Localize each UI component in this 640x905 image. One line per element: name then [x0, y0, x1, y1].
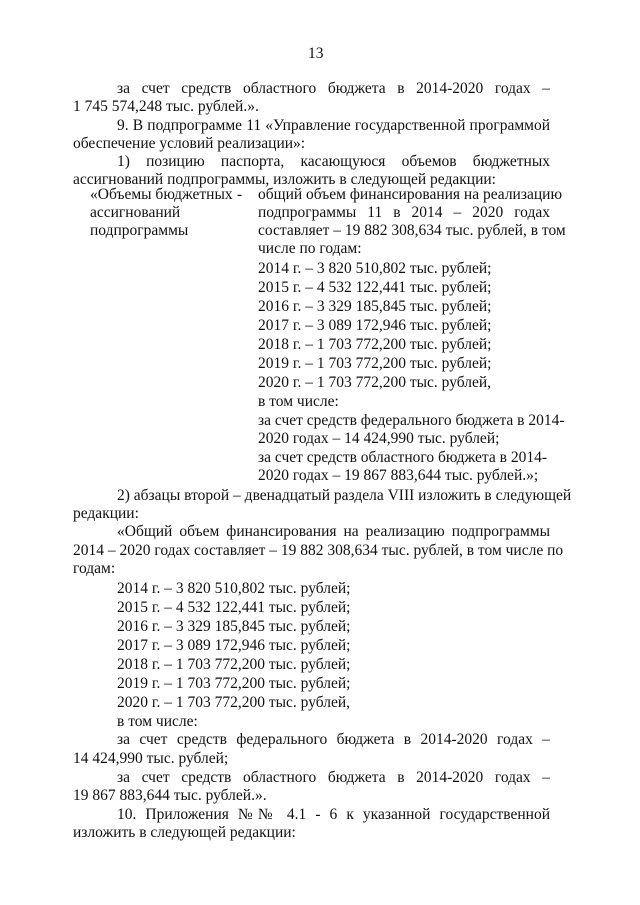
table-value-line: 2016 г. – 3 329 185,845 тыс. рублей;: [258, 298, 492, 315]
text-line: 1 745 574,248 тыс. рублей.».: [73, 98, 259, 115]
text-line: 2014 – 2020 годах составляет – 19 882 308,634 тыс. рублей, в том числе по: [73, 542, 564, 559]
table-value-line: 2014 г. – 3 820 510,802 тыс. рублей;: [258, 260, 492, 277]
text-line: «Общий объем финансирования на реализацию подпрограммы: [117, 523, 550, 540]
table-value-line: за счет средств областного бюджета в 2014-: [258, 449, 547, 466]
table-label: подпрограммы: [90, 222, 189, 239]
text-line: за счет средств областного бюджета в 2014-2020 годах –: [117, 80, 550, 97]
year-line: 2019 г. – 1 703 772,200 тыс. рублей;: [117, 675, 351, 692]
text-line: обеспечение условий реализации»:: [73, 135, 306, 152]
table-value-line: составляет – 19 882 308,634 тыс. рублей, в том: [258, 222, 566, 239]
text-line: 14 424,990 тыс. рублей;: [73, 750, 229, 767]
year-line: в том числе:: [117, 713, 198, 730]
table-label: «Объемы бюджетных: [90, 186, 233, 203]
table-value-line: 2015 г. – 4 532 122,441 тыс. рублей;: [258, 279, 492, 296]
text-line: 19 867 883,644 тыс. рублей.».: [73, 787, 267, 804]
table-label: ассигнований: [90, 204, 181, 221]
table-value-line: 2018 г. – 1 703 772,200 тыс. рублей;: [258, 336, 492, 353]
text-line: изложить в следующей редакции:: [73, 824, 296, 841]
table-dash: -: [237, 186, 243, 203]
text-line: 10. Приложения №№ 4.1 - 6 к указанной государственной: [117, 806, 550, 823]
table-value-line: 2019 г. – 1 703 772,200 тыс. рублей;: [258, 355, 492, 372]
table-value-line: общий объем финансирования на реализацию: [258, 186, 563, 203]
text-line: 2) абзацы второй – двенадцатый раздела VIII изложить в следующей: [117, 487, 572, 504]
text-line: 1) позицию паспорта, касающуюся объемов бюджетных: [117, 153, 550, 170]
text-line: 9. В подпрограмме 11 «Управление государственной программой: [117, 117, 550, 134]
text-line: годам:: [73, 560, 116, 577]
year-line: 2015 г. – 4 532 122,441 тыс. рублей;: [117, 599, 351, 616]
page-number: 13: [308, 45, 324, 62]
table-value-line: числе по годам:: [258, 240, 362, 257]
year-line: 2017 г. – 3 089 172,946 тыс. рублей;: [117, 637, 351, 654]
table-value-line: подпрограммы 11 в 2014 – 2020 годах: [258, 204, 550, 221]
table-value-line: в том числе:: [258, 393, 339, 410]
year-line: 2014 г. – 3 820 510,802 тыс. рублей;: [117, 580, 351, 597]
year-line: 2018 г. – 1 703 772,200 тыс. рублей;: [117, 656, 351, 673]
year-line: 2020 г. – 1 703 772,200 тыс. рублей,: [117, 694, 351, 711]
table-value-line: 2020 г. – 1 703 772,200 тыс. рублей,: [258, 374, 492, 391]
year-line: 2016 г. – 3 329 185,845 тыс. рублей;: [117, 618, 351, 635]
text-line: ассигнований подпрограммы, изложить в следующей редакции:: [73, 171, 496, 188]
table-value-line: за счет средств федерального бюджета в 2014-: [258, 412, 565, 429]
table-value-line: 2020 годах – 14 424,990 тыс. рублей;: [258, 430, 500, 447]
text-line: редакции:: [73, 505, 139, 522]
text-line: за счет средств областного бюджета в 2014-2020 годах –: [117, 769, 550, 786]
table-value-line: 2020 годах – 19 867 883,644 тыс. рублей.»;: [258, 467, 539, 484]
text-line: за счет средств федерального бюджета в 2014-2020 годах –: [117, 731, 550, 748]
table-value-line: 2017 г. – 3 089 172,946 тыс. рублей;: [258, 317, 492, 334]
